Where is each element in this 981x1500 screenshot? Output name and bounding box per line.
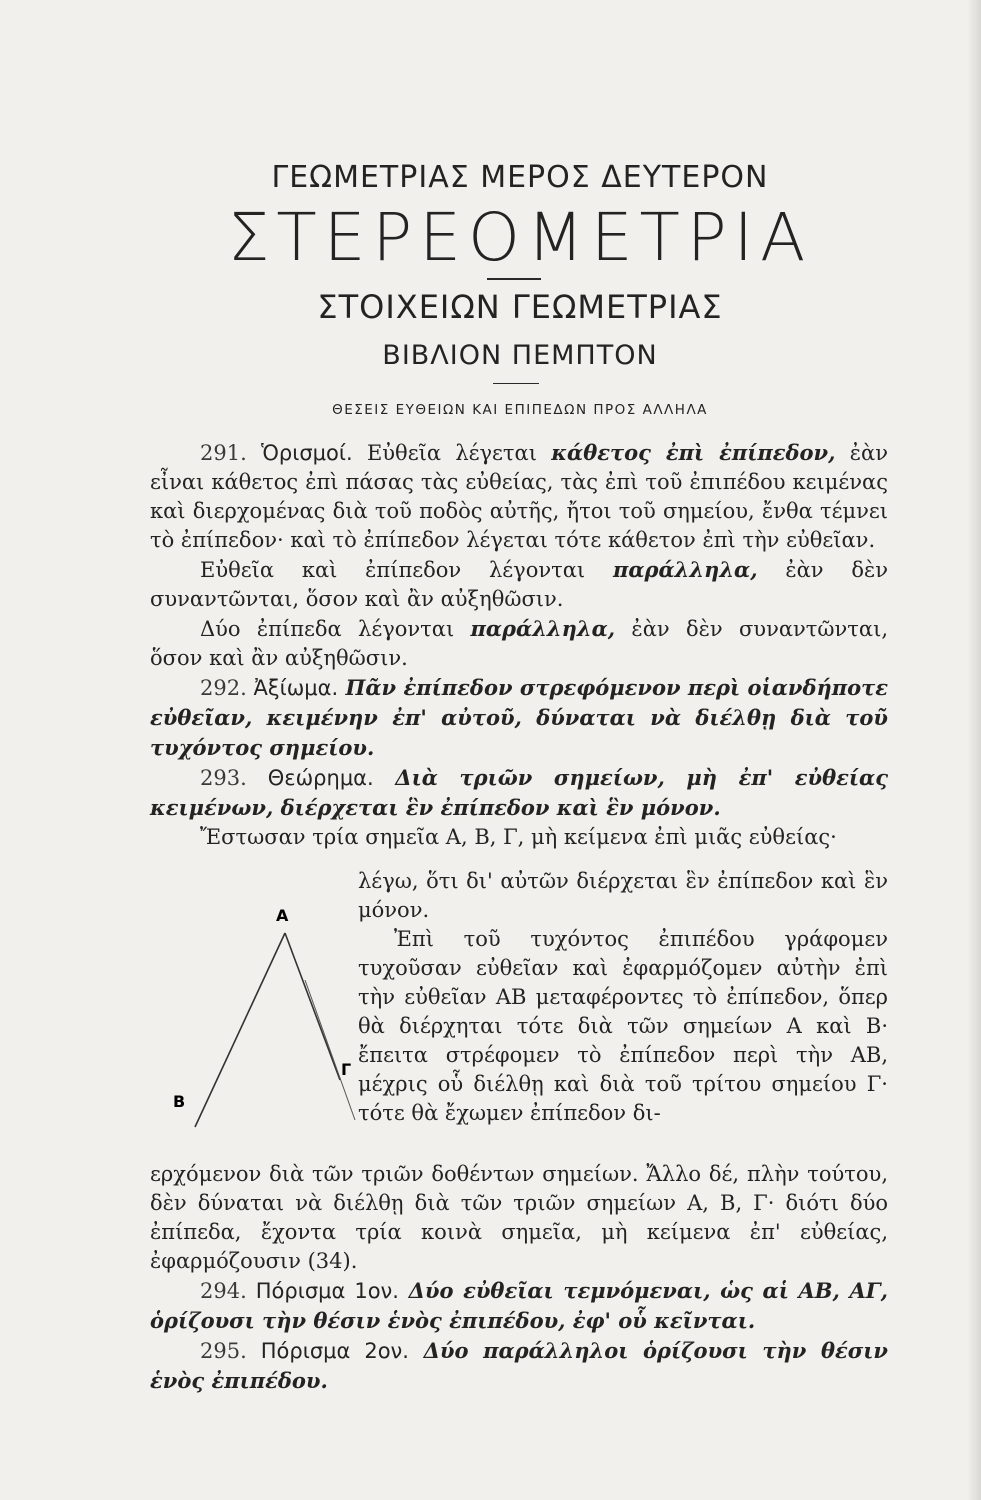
segment-extension: [305, 980, 355, 1120]
triangle-figure: [165, 905, 365, 1145]
corollary-text: Δύο παράλληλοι ὁρίζουσι τὴν θέσιν ἑνὸς ἐπιπέδου.: [150, 1338, 888, 1393]
title-rule: [487, 278, 541, 280]
paragraph-295: [150, 1336, 888, 1396]
paragraph-294: [150, 1276, 888, 1336]
paragraph-heading: Θεώρημα.: [267, 766, 374, 790]
paragraph-number: 291.: [200, 441, 247, 465]
paragraph-heading: Ἀξίωμα.: [253, 676, 339, 700]
defined-term: κάθετος ἐπὶ ἐπίπεδον,: [551, 440, 836, 465]
book-rule: [493, 383, 539, 384]
paragraph-text: ἐὰν δὲν συναντῶνται, ὅσον καὶ ἂν αὐξηθῶσιν.: [150, 617, 888, 670]
paragraph-heading: Πόρισμα 2ον.: [260, 1339, 409, 1363]
paragraph-291-parallel-planes: [150, 614, 888, 673]
paragraph-292: [150, 673, 888, 763]
paragraph-text: ἐὰν εἶναι κάθετος ἐπὶ πάσας τὰς εὐθείας, τὰς ἐπὶ τοῦ ἐπιπέδου κειμένας καὶ διερχομένας διὰ τοῦ ποδὸς αὐτῆς, ἤτοι τοῦ σημείου, ἔνθα τέμνει τὸ ἐπίπεδον· καὶ τὸ ἐπίπεδον λέγεται τότε κάθετον ἐπὶ τὴν εὐθεῖαν.: [150, 441, 888, 552]
paragraph-text: λέγω, ὅτι δι' αὐτῶν διέρχεται ἓν ἐπίπεδον καὶ ἓν μόνον.: [358, 869, 888, 922]
proof-continuation-block: [150, 1160, 888, 1396]
proof-text: Ἐπὶ τοῦ τυχόντος ἐπιπέδου γράφομεν τυχοῦσαν εὐθεῖαν καὶ ἐφαρμόζομεν αὐτὴν ἐπὶ τὴν εὐθεῖαν ΑΒ μεταφέροντες τὸ ἐπίπεδον, ὅπερ θὰ διέρχηται τότε διὰ τῶν σημείων Α καὶ Β· ἔπειτα στρέφομεν τὸ ἐπίπεδον περὶ τὴν ΑΒ, μέχρις οὗ διέλθῃ καὶ διὰ τοῦ τρίτου σημείου Γ· τότε θὰ ἔχωμεν ἐπίπεδον δι-: [358, 927, 888, 1125]
point-a-label: A: [276, 906, 289, 925]
segment-ab: [195, 933, 285, 1127]
part-title: ΓΕΩΜΕΤΡΙΑΣ ΜΕΡΟΣ ΔΕΥΤΕΡΟΝ: [271, 160, 769, 195]
subtitle: ΣΤΟΙΧΕΙΩΝ ΓΕΩΜΕΤΡΙΑΣ: [317, 288, 723, 326]
definitions-block: [150, 438, 888, 852]
page-edge-shadow: [967, 0, 981, 1500]
paragraph-heading: Πόρισμα 1ον.: [255, 1279, 399, 1303]
corollary-text: Δύο εὐθεῖαι τεμνόμεναι, ὡς αἱ ΑΒ, ΑΓ, ὁρίζουσι τὴν θέσιν ἑνὸς ἐπιπέδου, ἐφ' οὗ κεῖνται.: [150, 1278, 888, 1333]
segment-ac: [285, 933, 340, 1080]
paragraph-text: ἐὰν δὲν συναντῶνται, ὅσον καὶ ἂν αὐξηθῶσιν.: [150, 558, 889, 611]
paragraph-text: Δύο ἐπίπεδα λέγονται: [200, 617, 471, 641]
point-c-label: Γ: [341, 1060, 352, 1079]
defined-term: παράλληλα,: [612, 557, 758, 582]
paragraph-number: 294.: [200, 1279, 247, 1303]
paragraph-number: 293.: [200, 766, 247, 790]
paragraph-291: [150, 438, 888, 555]
main-title: ΣΤΕΡΕΟΜΕΤΡΙΑ: [227, 199, 813, 276]
paragraph-291-parallel-line-plane: [150, 555, 888, 614]
defined-term: παράλληλα,: [470, 616, 616, 641]
paragraph-number: 292.: [200, 676, 247, 700]
paragraph-293-hypothesis: [150, 823, 888, 852]
proof-beside-figure: [358, 867, 888, 1128]
paragraph-text: Ἔστωσαν τρία σημεῖα Α, Β, Γ, μὴ κείμενα ἐπὶ μιᾶς εὐθείας·: [200, 825, 837, 849]
theorem-text: Διὰ τριῶν σημείων, μὴ ἐπ' εὐθείας κειμένων, διέρχεται ἓν ἐπίπεδον καὶ ἓν μόνον.: [150, 765, 888, 820]
point-b-label: B: [173, 1092, 186, 1111]
proof-continuation: ερχόμενον διὰ τῶν τριῶν δοθέντων σημείων. Ἄλλο δέ, πλὴν τούτου, δὲν δύναται νὰ διέλθῃ διὰ τῶν τριῶν σημείων Α, Β, Γ· διότι δύο ἐπίπεδα, ἔχοντα τρία κοινὰ σημεῖα, μὴ κείμενα ἐπ' εὐθείας, ἐφαρμόζουσιν (34).: [150, 1162, 888, 1273]
book-title: ΒΙΒΛΙΟΝ ΠΕΜΠΤΟΝ: [382, 340, 658, 371]
axiom-text: Πᾶν ἐπίπεδον στρεφόμενον περὶ οἱανδήποτε εὐθεῖαν, κειμένην ἐπ' αὐτοῦ, δύναται νὰ διέλθῃ διὰ τοῦ τυχόντος σημείου.: [150, 675, 888, 760]
paragraph-heading: Ὁρισμοί.: [261, 441, 353, 465]
paragraph-text: Εὐθεῖα λέγεται: [352, 441, 552, 465]
paragraph-293: [150, 763, 888, 823]
section-title: ΘΕΣΕΙΣ ΕΥΘΕΙΩΝ ΚΑΙ ΕΠΙΠΕΔΩΝ ΠΡΟΣ ΑΛΛΗΛΑ: [332, 402, 708, 418]
paragraph-text: Εὐθεῖα καὶ ἐπίπεδον λέγονται: [200, 558, 613, 582]
paragraph-number: 295.: [200, 1339, 247, 1363]
